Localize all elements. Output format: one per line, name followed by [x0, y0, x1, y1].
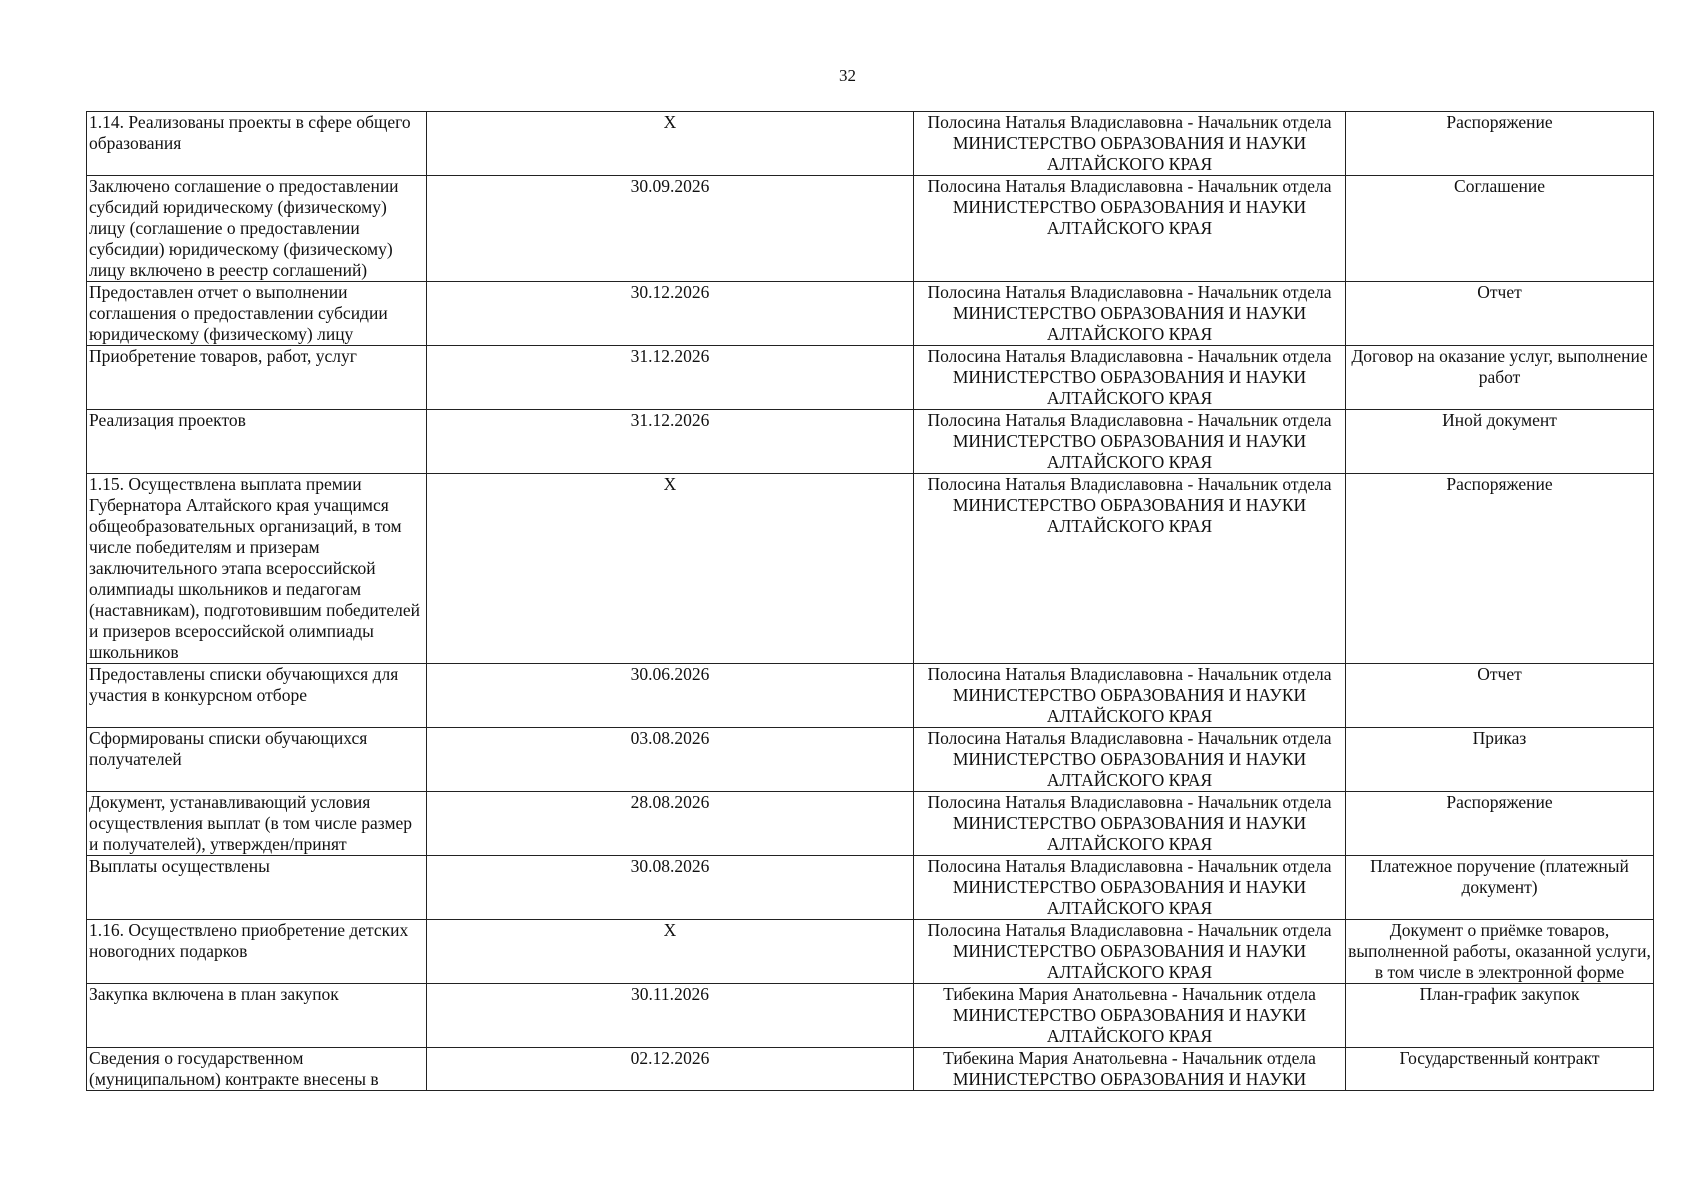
table-row: [87, 984, 1654, 1048]
table-body: [87, 112, 1654, 1091]
deadline-cell: 30.08.2026: [427, 856, 914, 920]
page-number: 32: [839, 66, 856, 85]
deadline-cell: 02.12.2026: [427, 1048, 914, 1091]
deadline-cell: 30.09.2026: [427, 176, 914, 282]
table-row: [87, 410, 1654, 474]
table-row: [87, 792, 1654, 856]
responsible-cell: Полосина Наталья Владиславовна - Начальник отдела МИНИСТЕРСТВО ОБРАЗОВАНИЯ И НАУКИ АЛТАЙСКОГО КРАЯ: [914, 410, 1346, 474]
event-name-cell: Сформированы списки обучающихся получателей: [87, 728, 427, 792]
table-row: [87, 728, 1654, 792]
event-name-cell: 1.16. Осуществлено приобретение детских новогодних подарков: [87, 920, 427, 984]
event-name-cell: Реализация проектов: [87, 410, 427, 474]
responsible-cell: Полосина Наталья Владиславовна - Начальник отдела МИНИСТЕРСТВО ОБРАЗОВАНИЯ И НАУКИ АЛТАЙСКОГО КРАЯ: [914, 112, 1346, 176]
responsible-cell: Полосина Наталья Владиславовна - Начальник отдела МИНИСТЕРСТВО ОБРАЗОВАНИЯ И НАУКИ АЛТАЙСКОГО КРАЯ: [914, 664, 1346, 728]
table-row: [87, 474, 1654, 664]
control-points-table: [86, 111, 1654, 1091]
responsible-cell: Полосина Наталья Владиславовна - Начальник отдела МИНИСТЕРСТВО ОБРАЗОВАНИЯ И НАУКИ АЛТАЙСКОГО КРАЯ: [914, 856, 1346, 920]
document-type-cell: Государственный контракт: [1346, 1048, 1654, 1091]
document-type-cell: Договор на оказание услуг, выполнение работ: [1346, 346, 1654, 410]
event-name-cell: 1.15. Осуществлена выплата премии Губернатора Алтайского края учащимся общеобразовательных организаций, в том числе победителям и призерам заключительного этапа всероссийской олимпиады школьников и педагогам (наставникам), подготовившим победителей и призеров всероссийской олимпиады школьников: [87, 474, 427, 664]
responsible-cell: Тибекина Мария Анатольевна - Начальник отдела МИНИСТЕРСТВО ОБРАЗОВАНИЯ И НАУКИ: [914, 1048, 1346, 1091]
event-name-cell: Приобретение товаров, работ, услуг: [87, 346, 427, 410]
responsible-cell: Полосина Наталья Владиславовна - Начальник отдела МИНИСТЕРСТВО ОБРАЗОВАНИЯ И НАУКИ АЛТАЙСКОГО КРАЯ: [914, 920, 1346, 984]
document-type-cell: Распоряжение: [1346, 792, 1654, 856]
deadline-cell: 28.08.2026: [427, 792, 914, 856]
event-name-cell: 1.14. Реализованы проекты в сфере общего образования: [87, 112, 427, 176]
responsible-cell: Полосина Наталья Владиславовна - Начальник отдела МИНИСТЕРСТВО ОБРАЗОВАНИЯ И НАУКИ АЛТАЙСКОГО КРАЯ: [914, 176, 1346, 282]
event-name-cell: Предоставлен отчет о выполнении соглашения о предоставлении субсидии юридическому (физическому) лицу: [87, 282, 427, 346]
document-type-cell: Отчет: [1346, 282, 1654, 346]
deadline-cell: 03.08.2026: [427, 728, 914, 792]
document-type-cell: Отчет: [1346, 664, 1654, 728]
responsible-cell: Тибекина Мария Анатольевна - Начальник отдела МИНИСТЕРСТВО ОБРАЗОВАНИЯ И НАУКИ АЛТАЙСКОГО КРАЯ: [914, 984, 1346, 1048]
table-row: [87, 112, 1654, 176]
table-row: [87, 1048, 1654, 1091]
table-row: [87, 664, 1654, 728]
deadline-cell: X: [427, 920, 914, 984]
event-name-cell: Предоставлены списки обучающихся для участия в конкурсном отборе: [87, 664, 427, 728]
document-type-cell: Платежное поручение (платежный документ): [1346, 856, 1654, 920]
document-type-cell: Распоряжение: [1346, 474, 1654, 664]
table-row: [87, 856, 1654, 920]
deadline-cell: 31.12.2026: [427, 346, 914, 410]
table-row: [87, 176, 1654, 282]
responsible-cell: Полосина Наталья Владиславовна - Начальник отдела МИНИСТЕРСТВО ОБРАЗОВАНИЯ И НАУКИ АЛТАЙСКОГО КРАЯ: [914, 474, 1346, 664]
event-name-cell: Выплаты осуществлены: [87, 856, 427, 920]
table-row: [87, 920, 1654, 984]
event-name-cell: Сведения о государственном (муниципальном) контракте внесены в: [87, 1048, 427, 1091]
responsible-cell: Полосина Наталья Владиславовна - Начальник отдела МИНИСТЕРСТВО ОБРАЗОВАНИЯ И НАУКИ АЛТАЙСКОГО КРАЯ: [914, 282, 1346, 346]
document-type-cell: Документ о приёмке товаров, выполненной работы, оказанной услуги, в том числе в электронной форме: [1346, 920, 1654, 984]
responsible-cell: Полосина Наталья Владиславовна - Начальник отдела МИНИСТЕРСТВО ОБРАЗОВАНИЯ И НАУКИ АЛТАЙСКОГО КРАЯ: [914, 346, 1346, 410]
document-type-cell: Приказ: [1346, 728, 1654, 792]
document-type-cell: План-график закупок: [1346, 984, 1654, 1048]
responsible-cell: Полосина Наталья Владиславовна - Начальник отдела МИНИСТЕРСТВО ОБРАЗОВАНИЯ И НАУКИ АЛТАЙСКОГО КРАЯ: [914, 792, 1346, 856]
deadline-cell: X: [427, 112, 914, 176]
document-type-cell: Иной документ: [1346, 410, 1654, 474]
event-name-cell: Закупка включена в план закупок: [87, 984, 427, 1048]
event-name-cell: Заключено соглашение о предоставлении субсидий юридическому (физическому) лицу (соглашение о предоставлении субсидии) юридическому (физическому) лицу включено в реестр соглашений): [87, 176, 427, 282]
event-name-cell: Документ, устанавливающий условия осуществления выплат (в том числе размер и получателей), утвержден/принят: [87, 792, 427, 856]
deadline-cell: 30.06.2026: [427, 664, 914, 728]
document-type-cell: Распоряжение: [1346, 112, 1654, 176]
deadline-cell: 30.12.2026: [427, 282, 914, 346]
table-row: [87, 346, 1654, 410]
deadline-cell: 31.12.2026: [427, 410, 914, 474]
table-row: [87, 282, 1654, 346]
deadline-cell: 30.11.2026: [427, 984, 914, 1048]
deadline-cell: X: [427, 474, 914, 664]
document-type-cell: Соглашение: [1346, 176, 1654, 282]
responsible-cell: Полосина Наталья Владиславовна - Начальник отдела МИНИСТЕРСТВО ОБРАЗОВАНИЯ И НАУКИ АЛТАЙСКОГО КРАЯ: [914, 728, 1346, 792]
